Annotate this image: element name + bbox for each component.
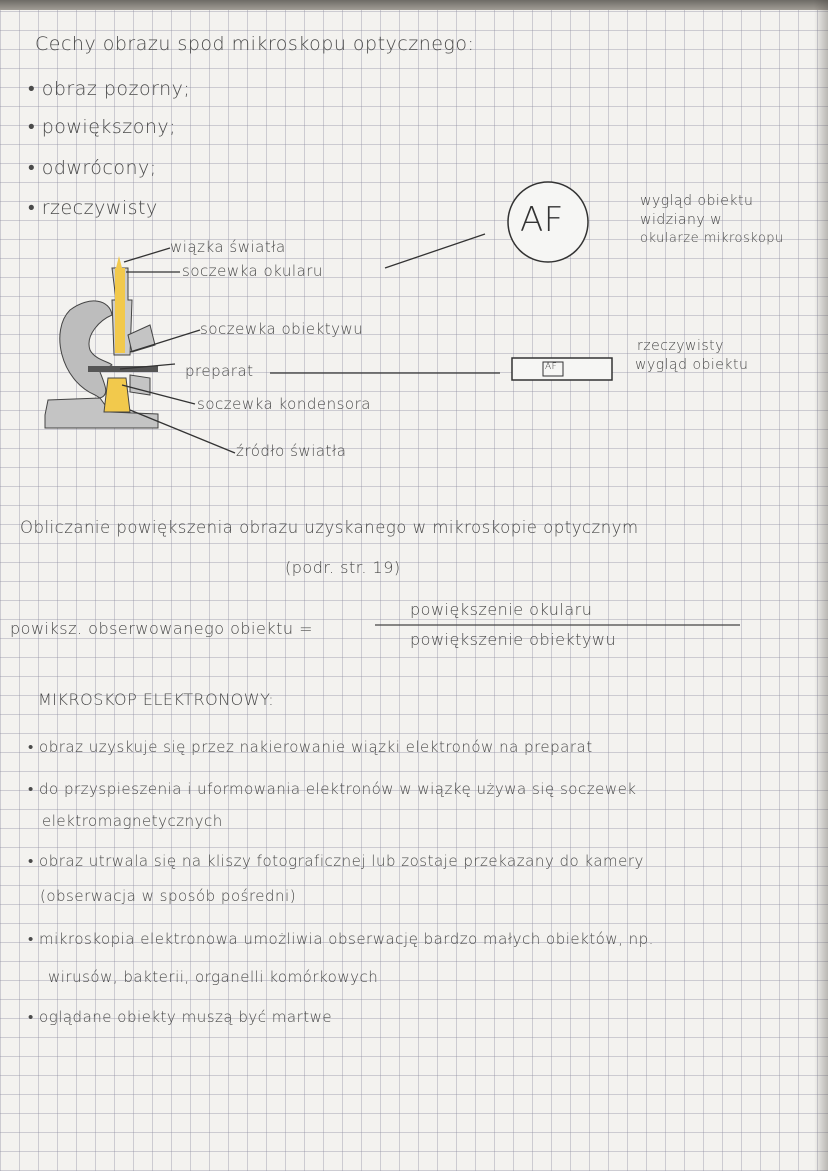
label-specimen: preparat xyxy=(185,362,254,380)
section-title-optical: Cechy obrazu spod mikroskopu optycznego: xyxy=(35,33,475,55)
label-light-beam: wiązka światła xyxy=(170,238,286,256)
textbook-reference: (podr. str. 19) xyxy=(285,558,401,577)
real-caption: wygląd obiektu xyxy=(635,357,749,373)
real-caption: rzeczywisty xyxy=(637,338,724,354)
section-title-electron: MIKROSKOP ELEKTRONOWY: xyxy=(38,690,275,709)
bullet-item: • powiększony; xyxy=(28,116,177,138)
label-objective-lens: soczewka obiektywu xyxy=(200,320,364,338)
electron-line: wirusów, bakterii, organelli komórkowych xyxy=(48,968,379,986)
bullet-item: • odwrócony; xyxy=(28,157,157,179)
electron-line: • obraz utrwala się na kliszy fotograficznej lub zostaje przekazany do kamery xyxy=(28,852,644,870)
electron-line: • obraz uzyskuje się przez nakierowanie wiązki elektronów na preparat xyxy=(28,738,593,756)
bullet-item: • obraz pozorny; xyxy=(28,78,191,100)
label-eyepiece-lens: soczewka okularu xyxy=(182,262,323,280)
microscope-drawing xyxy=(45,256,158,428)
eyepiece-caption: widziany w xyxy=(640,212,723,228)
label-condenser-lens: soczewka kondensora xyxy=(197,395,371,413)
electron-line: • do przyspieszenia i uformowania elektronów w wiązkę używa się soczewek xyxy=(28,780,637,798)
eyepiece-caption: okularze mikroskopu xyxy=(640,231,784,246)
eyepiece-view-letters: AF xyxy=(520,200,564,240)
real-view-rect xyxy=(512,358,612,380)
eyepiece-caption: wygląd obiektu xyxy=(640,193,754,209)
section-title-magnification: Obliczanie powiększenia obrazu uzyskanego w mikroskopie optycznym xyxy=(20,518,639,537)
bullet-item: • rzeczywisty xyxy=(28,197,158,219)
real-view-letters: AF xyxy=(545,362,558,372)
label-light-source: źródło światła xyxy=(236,442,347,460)
formula-lhs: powiksz. obserwowanego obiektu = xyxy=(10,619,313,638)
electron-line: elektromagnetycznych xyxy=(42,812,223,830)
formula-numerator: powiększenie okularu xyxy=(410,600,593,619)
electron-line: (obserwacja w sposób pośredni) xyxy=(40,887,297,905)
electron-line: • oglądane obiekty muszą być martwe xyxy=(28,1008,333,1026)
electron-line: • mikroskopia elektronowa umożliwia obserwację bardzo małych obiektów, np. xyxy=(28,930,654,948)
formula-denominator: powiększenie obiektywu xyxy=(410,630,617,649)
